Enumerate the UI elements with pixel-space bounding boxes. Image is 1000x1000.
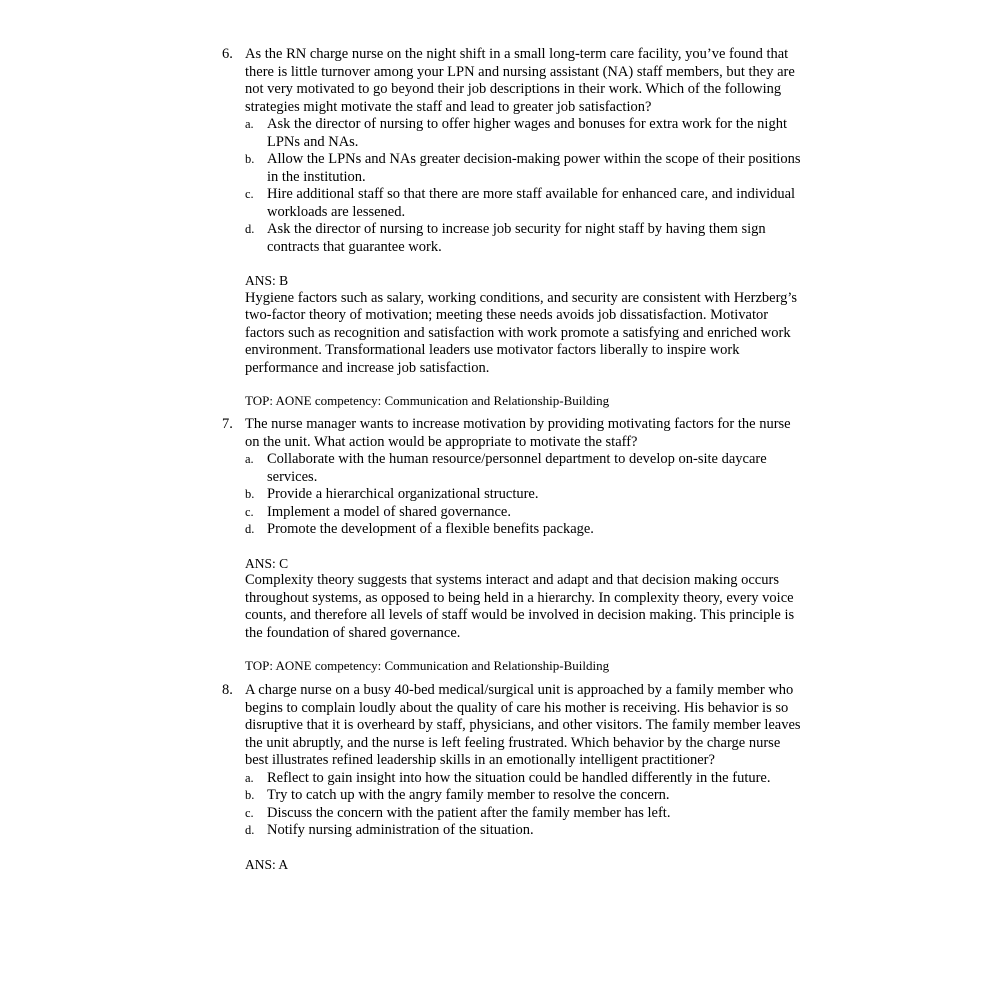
question-stem: As the RN charge nurse on the night shift in a small long-term care facility, you’ve found that there is little turnover among your LPN and nursing assistant (NA) staff members, but they are not very motivated to go beyond their job descriptions in their work. Which of the following strategies might motivate the staff and lead to greater job satisfaction? — [245, 46, 795, 115]
answer-key: ANS: B — [245, 273, 289, 288]
question-number: 7. — [222, 416, 233, 432]
option-a — [245, 770, 802, 788]
option-a — [245, 451, 802, 486]
option-d — [245, 221, 802, 256]
option-d — [245, 521, 802, 539]
option-letter: b. — [245, 152, 255, 166]
question-number: 8. — [222, 682, 233, 698]
option-letter: c. — [245, 504, 254, 519]
option-text: Notify nursing administration of the situation. — [267, 822, 534, 838]
option-letter: c. — [245, 805, 254, 820]
answer-options — [245, 116, 802, 256]
option-c — [245, 805, 802, 823]
question-6 — [222, 46, 802, 410]
option-letter: d. — [245, 222, 255, 236]
option-letter: b. — [245, 788, 255, 802]
rationale: Complexity theory suggests that systems interact and adapt and that decision making occurs throughout systems, as opposed to being held in a hierarchy. In complexity theory, every voice counts, and therefore all levels of staff would be involved in decision making. This principle is the foundation of shared governance. — [245, 572, 795, 641]
option-letter: a. — [245, 770, 254, 785]
option-letter: c. — [245, 187, 254, 201]
option-text: Allow the LPNs and NAs greater decision-making power within the scope of their positions in the institution. — [267, 151, 801, 185]
option-letter: d. — [245, 823, 255, 837]
question-stem: The nurse manager wants to increase motivation by providing motivating factors for the nurse on the unit. What action would be appropriate to motivate the staff? — [245, 416, 791, 450]
option-text: Promote the development of a flexible benefits package. — [267, 521, 594, 537]
option-b — [245, 787, 802, 805]
question-7 — [222, 416, 802, 675]
question-stem: A charge nurse on a busy 40-bed medical/surgical unit is approached by a family member who begins to complain loudly about the quality of care his mother is receiving. His behavior is so disruptive that it is overheard by staff, physicians, and other visitors. The family member leaves the unit abruptly, and the nurse is left feeling frustrated. Which behavior by the charge nurse best illustrates refined leadership skills in an emotionally intelligent practitioner? — [245, 682, 801, 768]
answer-key: ANS: A — [245, 856, 289, 872]
option-text: Discuss the concern with the patient after the family member has left. — [267, 804, 671, 821]
option-letter: a. — [245, 452, 254, 466]
option-text: Implement a model of shared governance. — [267, 503, 511, 520]
rationale: Hygiene factors such as salary, working conditions, and security are consistent with Herzberg’s two-factor theory of motivation; meeting these needs avoids job dissatisfaction. Motivator factors such as recognition and satisfaction with work promote a satisfying and enriched work environment. Transformational leaders use motivator factors liberally to inspire work performance and increase job satisfaction. — [245, 289, 798, 376]
answer-options — [245, 451, 802, 539]
option-text: Try to catch up with the angry family member to resolve the concern. — [267, 787, 670, 803]
option-letter: b. — [245, 487, 255, 501]
option-d — [245, 822, 802, 840]
option-c — [245, 504, 802, 522]
option-letter: d. — [245, 522, 255, 536]
question-number: 6. — [222, 46, 233, 62]
option-b — [245, 151, 802, 186]
topic-line: TOP: AONE competency: Communication and Relationship-Building — [245, 658, 610, 673]
option-text: Collaborate with the human resource/personnel department to develop on-site daycare services. — [267, 451, 767, 485]
option-a — [245, 116, 802, 151]
option-text: Provide a hierarchical organizational structure. — [267, 486, 539, 502]
answer-key: ANS: C — [245, 555, 289, 571]
question-8 — [222, 682, 802, 873]
option-text: Ask the director of nursing to increase job security for night staff by having them sign contracts that guarantee work. — [267, 221, 766, 255]
option-letter: a. — [245, 117, 254, 131]
option-text: Hire additional staff so that there are more staff available for enhanced care, and individual workloads are lessened. — [267, 186, 796, 220]
answer-options — [245, 770, 802, 840]
option-b — [245, 486, 802, 504]
option-c — [245, 186, 802, 221]
option-text: Ask the director of nursing to offer higher wages and bonuses for extra work for the night LPNs and NAs. — [267, 116, 787, 150]
option-text: Reflect to gain insight into how the situation could be handled differently in the future. — [267, 769, 771, 786]
topic-line: TOP: AONE competency: Communication and Relationship-Building — [245, 393, 610, 408]
